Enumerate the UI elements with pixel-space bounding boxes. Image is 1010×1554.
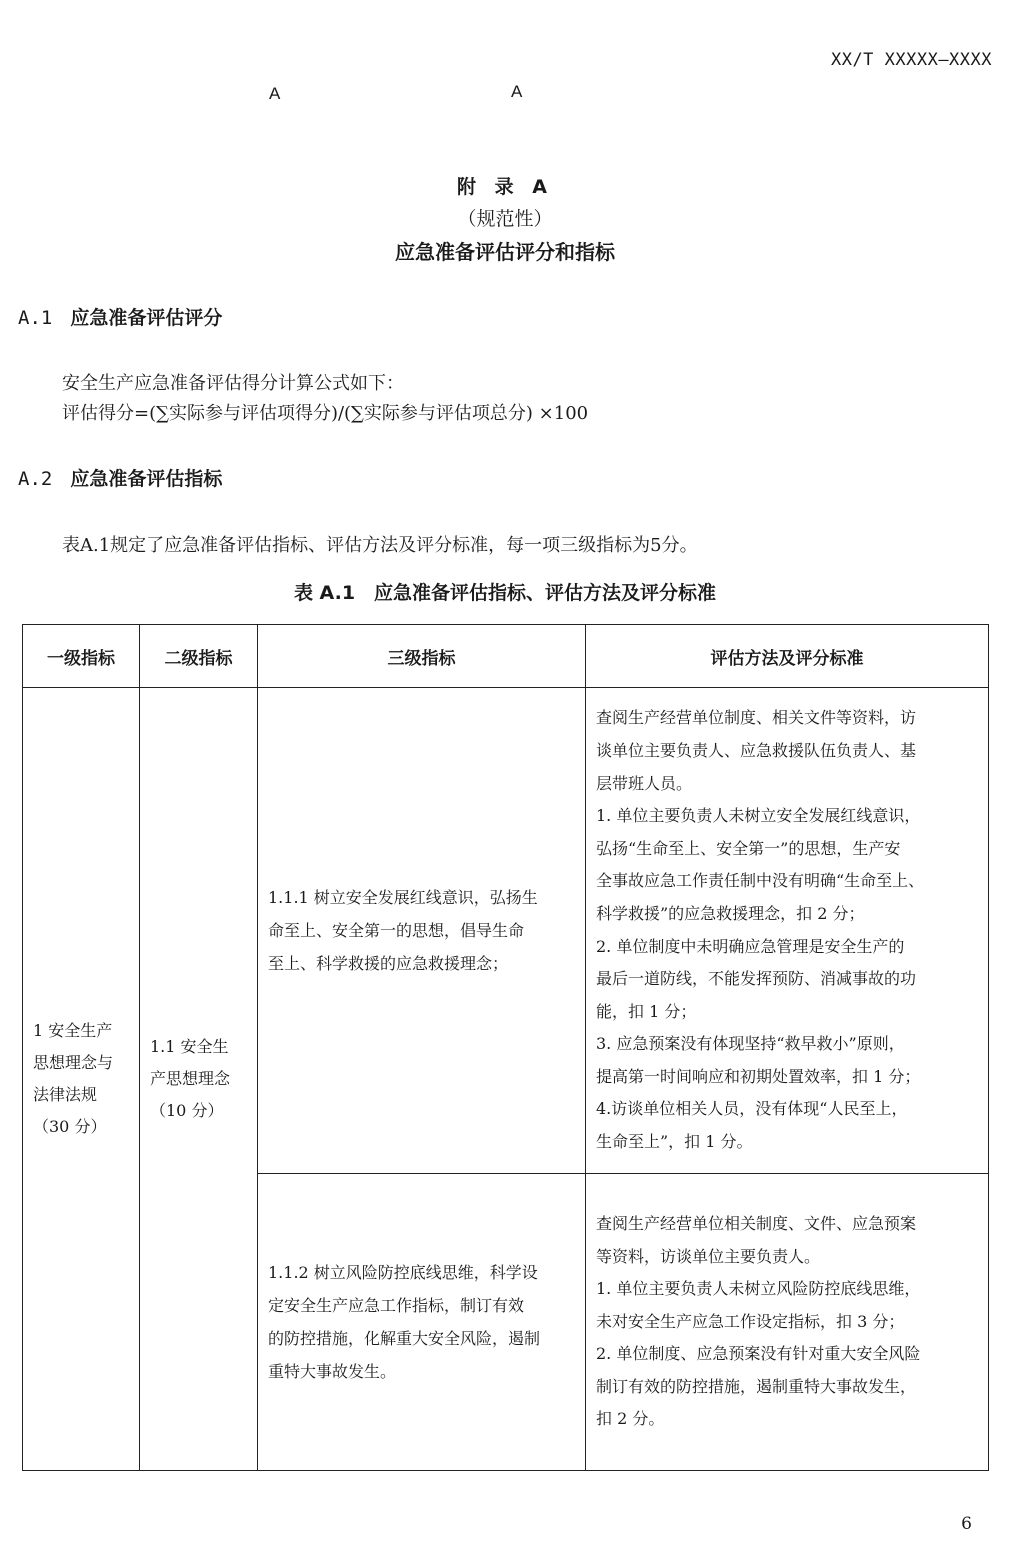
level3-cell: 1.1.2 树立风险防控底线思维，科学设 定安全生产应急工作指标，制订有效 的防控措施，化解重大安全风险，遏制 重特大事故发生。 xyxy=(258,1174,586,1471)
header-level1: 一级指标 xyxy=(23,625,140,688)
mark-left: A xyxy=(269,84,281,103)
section-a2-number: A.2 xyxy=(18,468,53,490)
eval-cell: 查阅生产经营单位制度、相关文件等资料，访 谈单位主要负责人、应急救援队伍负责人、基 层带班人员。 1. 单位主要负责人未树立安全发展红线意识， 弘扬“生命至上、安全第一”的思想，生产安 全事故应急工作责任制中没有明确“生命至上、 科学救援”的应急救援理念，扣 2 分； 2. 单位制度中未明确应急管理是安全生产的 最后一道防线，不能发挥预防、消减事故的功 能，扣 1 分； 3. 应急预案没有体现坚持“救早救小”原则， 提高第一时间响应和初期处置效率，扣 1 分； 4.访谈单位相关人员，没有体现“人民至上， 生命至上”，扣 1 分。 xyxy=(586,688,989,1174)
header-eval: 评估方法及评分标准 xyxy=(586,625,989,688)
document-code: XX/T XXXXX—XXXX xyxy=(830,50,992,70)
level1-cell: 1 安全生产 思想理念与 法律法规 （30 分） xyxy=(23,688,140,1471)
indicator-table xyxy=(22,624,989,1471)
page-number: 6 xyxy=(961,1514,972,1534)
mark-right: A xyxy=(511,82,523,101)
formula-intro: 安全生产应急准备评估得分计算公式如下： xyxy=(62,373,404,394)
appendix-nature: （规范性） xyxy=(457,208,553,230)
section-a2-text: 表A.1规定了应急准备评估指标、评估方法及评分标准，每一项三级指标为5分。 xyxy=(62,535,698,556)
section-a1-number: A.1 xyxy=(18,307,53,329)
section-a1-heading xyxy=(18,303,222,330)
appendix-label: 附 录 A xyxy=(457,176,553,198)
formula-expression: 评估得分=(∑实际参与评估项得分)/(∑实际参与评估项总分) ×100 xyxy=(62,403,589,424)
table-row xyxy=(23,688,989,1174)
table-header-row xyxy=(23,625,989,688)
eval-cell: 查阅生产经营单位相关制度、文件、应急预案 等资料，访谈单位主要负责人。 1. 单位主要负责人未树立风险防控底线思维， 未对安全生产应急工作设定指标，扣 3 分； 2. 单位制度、应急预案没有针对重大安全风险 制订有效的防控措施，遏制重特大事故发生， 扣 2 分。 xyxy=(586,1174,989,1471)
header-level2: 二级指标 xyxy=(140,625,258,688)
section-a2-title: 应急准备评估指标 xyxy=(70,468,223,490)
level3-cell: 1.1.1 树立安全发展红线意识，弘扬生 命至上、安全第一的思想，倡导生命 至上、科学救援的应急救援理念； xyxy=(258,688,586,1174)
table-caption: 表 A.1 应急准备评估指标、评估方法及评分标准 xyxy=(293,582,717,604)
level2-cell: 1.1 安全生 产思想理念 （10 分） xyxy=(140,688,258,1471)
appendix-title: 应急准备评估评分和指标 xyxy=(395,240,615,264)
section-a2-heading xyxy=(18,464,222,491)
header-level3: 三级指标 xyxy=(258,625,586,688)
section-a1-title: 应急准备评估评分 xyxy=(70,307,223,329)
